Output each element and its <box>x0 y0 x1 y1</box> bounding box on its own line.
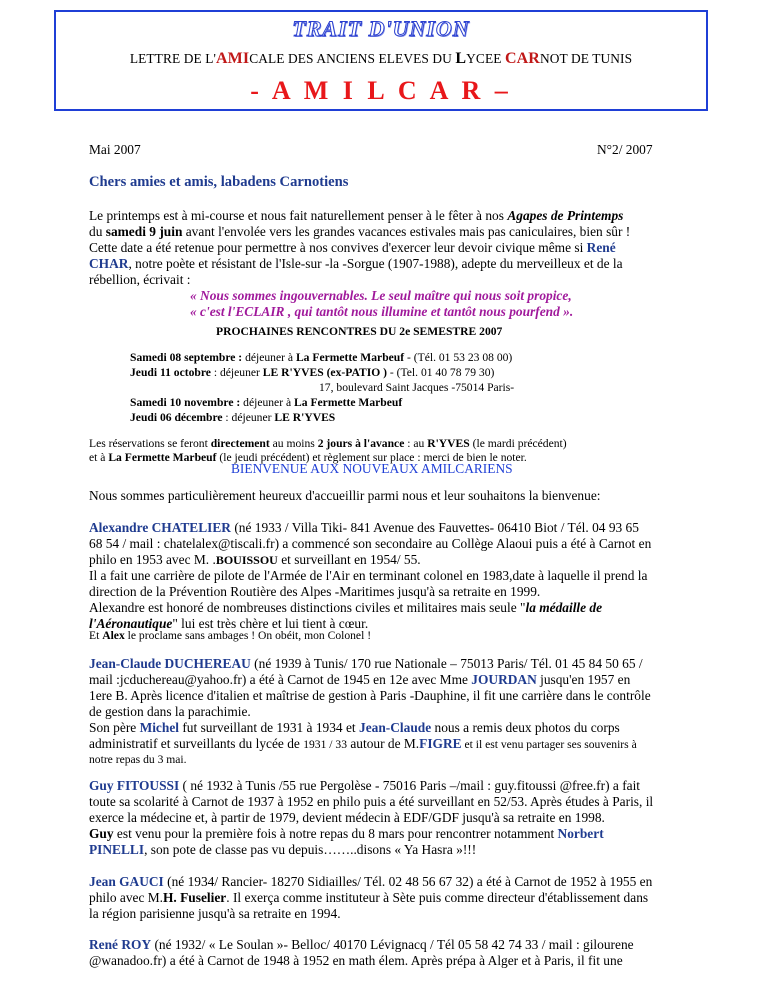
member-line: Guy est venu pour la première fois à notre repas du 8 mars pour rencontrer notamment Norbert <box>89 826 604 841</box>
intro-line: CHAR, notre poète et résistant de l'Isle-sur -la -Sorgue (1907-1988), adepte du merveilleux et de la <box>89 256 623 271</box>
member-line: @wanadoo.fr) a été à Carnot de 1948 à 1952 en math élem. Après prépa à Alger et à Paris, il fit une <box>89 953 623 968</box>
member-line: l'Aéronautique" lui est très chère et lui tient à cœur. <box>89 616 369 631</box>
member-line: toute sa scolarité à Carnot de 1937 à 1952 en philo puis a été surveillant en 52/53. Après études à Paris, il <box>89 794 654 809</box>
member-line: Alexandre CHATELIER (né 1933 / Villa Tiki- 841 Avenue des Fauvettes- 06410 Biot / Tél. 04 93 65 <box>89 520 639 535</box>
member-line: administratif et surveillants du lycée de 1931 / 33 autour de M.FIGRE et il est venu partager ses souvenirs à <box>89 736 637 751</box>
welcome-intro: Nous sommes particulièrement heureux d'accueillir parmi nous et leur souhaitons la bienvenue: <box>89 488 601 503</box>
issue-date: Mai 2007 <box>89 142 141 157</box>
reservation-line: Les réservations se feront directement au moins 2 jours à l'avance : au R'YVES (le mardi précédent) <box>89 437 567 450</box>
member-line: mail :jcduchereau@yahoo.fr) a été à Carnot de 1945 en 12e avec Mme JOURDAN jusqu'en 1957 en <box>89 672 631 687</box>
member-line: Son père Michel fut surveillant de 1931 à 1934 et Jean-Claude nous a remis deux photos du corps <box>89 720 620 735</box>
association-name: LETTRE DE L'AMICALE DES ANCIENS ELEVES DU LYCEE CARNOT DE TUNIS <box>129 50 633 67</box>
event-address: 17, boulevard Saint Jacques -75014 Paris- <box>319 381 515 394</box>
member-line: René ROY (né 1932/ « Le Soulan »- Belloc/ 40170 Lévignacq / Tél 05 58 42 74 33 / mail : gilourene <box>89 937 634 952</box>
quote-line: « c'est l'ECLAIR , qui tantôt nous illumine et tantôt nous pourfend ». <box>190 304 574 319</box>
intro-line: Le printemps est à mi-course et nous fait naturellement penser à le fêter à nos Agapes de Printemps <box>89 208 624 223</box>
intro-line: rébellion, écrivait : <box>89 272 191 287</box>
member-line: Jean GAUCI (né 1934/ Rancier- 18270 Sidiailles/ Tél. 02 48 56 67 32) a été à Carnot de 1952 à 1955 en <box>89 874 653 889</box>
magazine-title: - A M I L C A R – <box>250 76 512 105</box>
welcome-title: BIENVENUE AUX NOUVEAUX AMILCARIENS <box>231 461 513 476</box>
quote-line: « Nous sommes ingouvernables. Le seul maître qui nous soit propice, <box>190 288 572 303</box>
member-line: la région parisienne jusqu'à sa retraite en 1994. <box>89 906 341 921</box>
member-line: Et Alex le proclame sans ambages ! On obéit, mon Colonel ! <box>89 629 372 642</box>
member-line: philo en 1953 avec M. .BOUISSOU et surveillant en 1954/ 55. <box>89 552 421 567</box>
issue-number: N°2/ 2007 <box>597 142 653 157</box>
member-line: 68 54 / mail : chatelalex@tiscali.fr) a commencé son secondaire au Collège Alaoui puis a été à Carnot en <box>89 536 652 551</box>
member-line: 1ere B. Après licence d'italien et maîtrise de gestion à Paris -Dauphine, il fit une carrière dans le contrôle <box>89 688 651 703</box>
logo-trait-d-union: TRAIT D'UNION <box>292 16 470 41</box>
event-row: Samedi 10 novembre : déjeuner à La Fermette Marbeuf <box>130 396 403 409</box>
intro-line: Cette date a été retenue pour permettre à nos convives d'exercer leur devoir civique même si René <box>89 240 616 255</box>
reservation-line: et à La Fermette Marbeuf (le jeudi précédent) et règlement sur place : merci de bien le noter. <box>89 451 527 464</box>
member-line: Jean-Claude DUCHEREAU (né 1939 à Tunis/ 170 rue Nationale – 75013 Paris/ Tél. 01 45 84 50 65 / <box>89 656 643 671</box>
member-line: Alexandre est honoré de nombreuses distinctions civiles et militaires mais seule "la médaille de <box>89 600 603 615</box>
masthead <box>54 10 708 111</box>
greeting: Chers amies et amis, labadens Carnotiens <box>89 174 349 190</box>
member-line: Il a fait une carrière de pilote de l'Armée de l'Air en terminant colonel en 1983,date à laquelle il prend la <box>89 568 648 583</box>
member-line: philo avec M.H. Fuselier. Il exerça comme instituteur à Sète puis comme directeur d'établissement dans <box>89 890 649 905</box>
intro-line: du samedi 9 juin avant l'envolée vers les grandes vacances estivales mais pas caniculaires, bien sûr ! <box>89 224 631 239</box>
member-line: Guy FITOUSSI ( né 1932 à Tunis /55 rue Pergolèse - 75016 Paris –/mail : guy.fitoussi @free.fr) a fait <box>89 778 641 793</box>
event-row: Jeudi 06 décembre : déjeuner LE R'YVES <box>130 411 336 424</box>
member-line: exerce la médecine et, à partir de 1979, devient médecin à EDF/GDF jusqu'à sa retraite en 1998. <box>89 810 605 825</box>
member-line: notre repas du 3 mai. <box>89 753 187 766</box>
events-title: PROCHAINES RENCONTRES DU 2e SEMESTRE 2007 <box>216 325 503 338</box>
member-line: de gestion dans la parachimie. <box>89 704 251 719</box>
event-row: Jeudi 11 octobre : déjeuner LE R'YVES (ex-PATIO ) - (Tel. 01 40 78 79 30) <box>130 366 495 379</box>
member-line: PINELLI, son pote de classe pas vu depuis……..disons « Ya Hasra »!!! <box>89 842 477 857</box>
event-row: Samedi 08 septembre : déjeuner à La Fermette Marbeuf - (Tél. 01 53 23 08 00) <box>130 351 513 364</box>
member-line: direction de la Prévention Routière des Alpes -Maritimes jusqu'à sa retraite en 1999. <box>89 584 541 599</box>
